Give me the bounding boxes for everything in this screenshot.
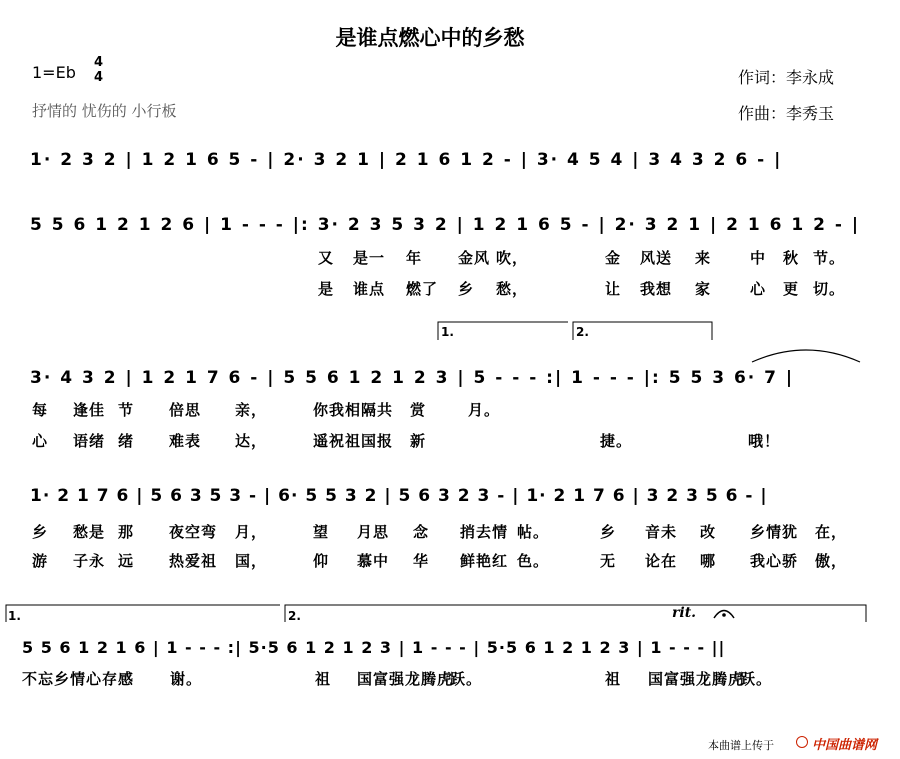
lyric-syllable: 心 [32, 432, 49, 450]
lyric-syllable: 跃。 [740, 670, 773, 688]
site-logo-icon [796, 736, 808, 748]
lyric-syllable: 乡情犹 [750, 523, 799, 541]
lyric-syllable: 祖 [315, 670, 332, 688]
lyric-syllable: 色。 [517, 552, 550, 570]
lyric-syllable: 华 [413, 552, 430, 570]
lyric-syllable: 帖。 [517, 523, 550, 541]
footer-text: 本曲谱上传于 [708, 739, 774, 752]
volta-2-label: 2. [576, 325, 589, 339]
lyric-syllable: 愁， [496, 280, 529, 298]
lyric-syllable: 论在 [645, 552, 678, 570]
lyric-syllable: 我想 [640, 280, 673, 298]
score-title: 是谁点燃心中的乡愁 [335, 26, 525, 50]
lyric-syllable: 国， [235, 552, 268, 570]
volta-1-label-b: 1. [8, 609, 21, 623]
lyric-syllable: 哪 [700, 552, 717, 570]
music-line-4: 1· 2 1 7 6 | 5 6 3 5 3 - | 6· 5 5 3 2 | 5 6 3 2 3 - | 1· 2 1 7 6 | 3 2 3 5 6 - | [30, 486, 768, 506]
volta-2-label-b: 2. [288, 609, 301, 623]
lyric-syllable: 让 [605, 280, 622, 298]
lyric-syllable: 游 [32, 552, 49, 570]
lyric-syllable: 是一 [353, 249, 386, 267]
lyric-syllable: 祖 [605, 670, 622, 688]
lyric-syllable: 你我相隔共 [313, 401, 394, 419]
lyric-syllable: 节。 [813, 249, 846, 267]
lyric-syllable: 来 [695, 249, 712, 267]
music-line-3: 3· 4 3 2 | 1 2 1 7 6 - | 5 5 6 1 2 1 2 3 | 5 - - - :| 1 - - - |: 5 5 3 6· 7 | [30, 368, 795, 388]
lyric-syllable: 在， [815, 523, 848, 541]
lyric-syllable: 亲， [235, 401, 268, 419]
meter-top: 4 [94, 55, 104, 70]
lyric-syllable: 不忘乡情心存感 [22, 670, 135, 688]
lyric-syllable: 傲， [815, 552, 848, 570]
lyric-syllable: 每 [32, 401, 49, 419]
lyric-syllable: 心 [750, 280, 767, 298]
lyric-syllable: 国富强龙腾虎 [357, 670, 454, 688]
lyric-syllable: 又 [318, 249, 335, 267]
lyric-syllable: 念 [413, 523, 430, 541]
lyric-syllable: 乡 [458, 280, 475, 298]
lyric-syllable: 绪 [118, 432, 135, 450]
footer-brand[interactable]: 中国曲谱网 [812, 738, 878, 753]
lyric-syllable: 风送 [640, 249, 673, 267]
lyric-syllable: 哦！ [748, 432, 781, 450]
composer: 作曲：李秀玉 [738, 104, 835, 123]
lyric-syllable: 是 [318, 280, 335, 298]
lyric-syllable: 热爱祖 [169, 552, 218, 570]
lyric-syllable: 那 [118, 523, 135, 541]
lyric-syllable: 月思 [357, 523, 390, 541]
lyric-syllable: 愁是 [73, 523, 106, 541]
lyric-syllable: 燃了 [406, 280, 439, 298]
key-signature: 1=Eb [32, 63, 76, 82]
lyric-syllable: 金 [605, 249, 622, 267]
lyric-syllable: 逢佳 [73, 401, 106, 419]
lyric-syllable: 音未 [645, 523, 678, 541]
lyric-syllable: 切。 [813, 280, 846, 298]
lyric-syllable: 望 [313, 523, 330, 541]
meter-bottom: 4 [94, 70, 104, 85]
lyric-syllable: 鲜艳红 [460, 552, 509, 570]
lyric-syllable: 改 [700, 523, 717, 541]
lyric-syllable: 遥祝祖国报 [313, 432, 394, 450]
lyric-syllable: 远 [118, 552, 135, 570]
lyric-syllable: 跃。 [450, 670, 483, 688]
music-line-1: 1· 2 3 2 | 1 2 1 6 5 - | 2· 3 2 1 | 2 1 6 1 2 - | 3· 4 5 4 | 3 4 3 2 6 - | [30, 150, 783, 170]
lyric-syllable: 秋 [783, 249, 800, 267]
lyric-syllable: 倍思 [169, 401, 202, 419]
lyric-syllable: 国富强龙腾虎 [648, 670, 745, 688]
lyric-syllable: 子永 [73, 552, 106, 570]
lyric-syllable: 乡 [600, 523, 617, 541]
lyric-syllable: 月， [235, 523, 268, 541]
lyric-syllable: 吹， [496, 249, 529, 267]
lyric-syllable: 捷。 [600, 432, 633, 450]
lyric-syllable: 慕中 [357, 552, 390, 570]
lyric-syllable: 谢。 [170, 670, 203, 688]
lyric-syllable: 赏 [410, 401, 427, 419]
ritardando-mark: rit. [672, 605, 697, 621]
lyricist: 作词：李永成 [738, 68, 835, 87]
lyric-syllable: 年 [406, 249, 423, 267]
lyric-syllable: 捎去情 [460, 523, 509, 541]
lyric-syllable: 节 [118, 401, 135, 419]
music-line-5: 5 5 6 1 2 1 6 | 1 - - - :| 5·5 6 1 2 1 2 3 | 1 - - - | 5·5 6 1 2 1 2 3 | 1 - - - || [22, 638, 726, 657]
lyric-syllable: 家 [695, 280, 712, 298]
lyric-syllable: 语绪 [73, 432, 106, 450]
music-line-2: 5 5 6 1 2 1 2 6 | 1 - - - |: 3· 2 3 5 3 2 | 1 2 1 6 5 - | 2· 3 2 1 | 2 1 6 1 2 - | [30, 215, 861, 235]
lyric-syllable: 更 [783, 280, 800, 298]
lyric-syllable: 新 [410, 432, 427, 450]
lyric-syllable: 仰 [313, 552, 330, 570]
lyric-syllable: 谁点 [353, 280, 386, 298]
lyric-syllable: 夜空弯 [169, 523, 218, 541]
lyric-syllable: 难表 [169, 432, 202, 450]
tempo-marking: 抒情的 忧伤的 小行板 [32, 102, 177, 120]
lyric-syllable: 金风 [458, 249, 491, 267]
lyric-syllable: 达， [235, 432, 268, 450]
lyric-syllable: 乡 [32, 523, 49, 541]
lyric-syllable: 无 [600, 552, 617, 570]
volta-1-label: 1. [441, 325, 454, 339]
lyric-syllable: 月。 [468, 401, 501, 419]
lyric-syllable: 中 [750, 249, 767, 267]
lyric-syllable: 我心骄 [750, 552, 799, 570]
